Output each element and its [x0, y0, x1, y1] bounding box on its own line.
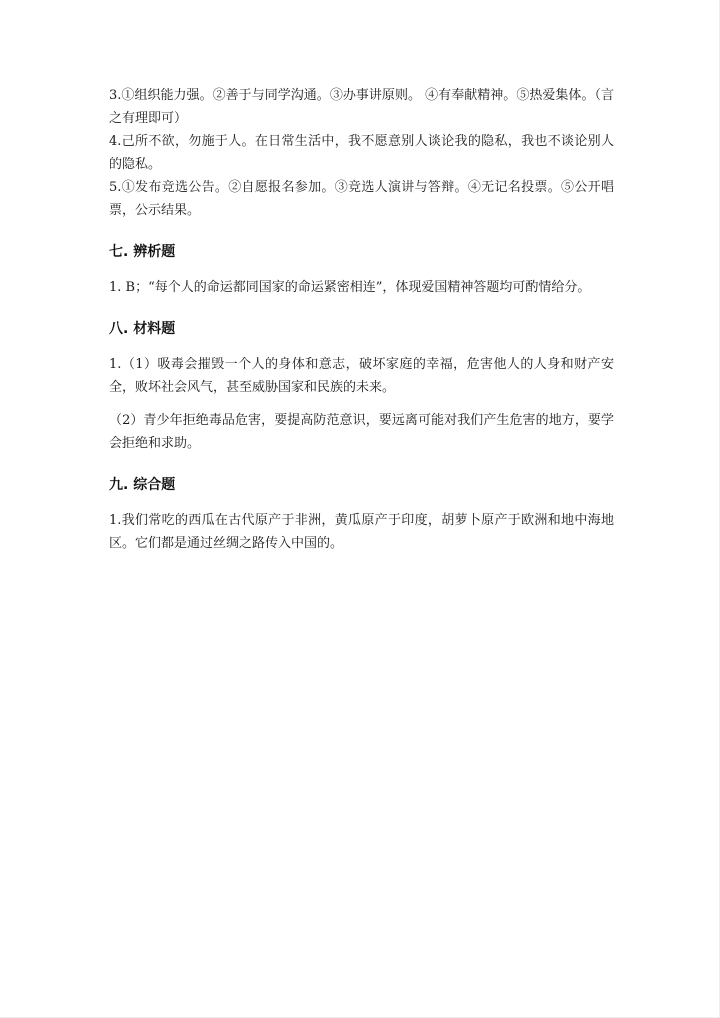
section-8-heading: 八. 材料题	[109, 321, 176, 337]
answer-content	[109, 84, 614, 555]
section-7-answer-1: 1. B；“每个人的命运都同国家的命运紧密相连”，体现爱国精神答题均可酌情给分。	[109, 280, 591, 295]
section-9-answer-1: 1.我们常吃的西瓜在古代原产于非洲，黄瓜原产于印度，胡萝卜原产于欧洲和地中海地区。它们都是通过丝绸之路传入中国的。	[109, 513, 614, 551]
section-8-answer-2: （2）青少年拒绝毒品危害，要提高防范意识，要远离可能对我们产生危害的地方，要学会拒绝和求助。	[109, 413, 614, 451]
section-9-heading: 九. 综合题	[109, 477, 176, 493]
answer-5: 5.①发布竞选公告。②自愿报名参加。③竞选人演讲与答辩。④无记名投票。⑤公开唱票，公示结果。	[109, 180, 614, 218]
section-7-heading: 七. 辨析题	[109, 244, 176, 260]
answer-3: 3.①组织能力强。②善于与同学沟通。③办事讲原则。 ④有奉献精神。⑤热爱集体。（言之有理即可）	[109, 88, 614, 126]
section-8-answer-1: 1.（1）吸毒会摧毁一个人的身体和意志，破坏家庭的幸福，危害他人的人身和财产安全，败坏社会风气，甚至威胁国家和民族的未来。	[109, 357, 614, 395]
answer-4: 4.己所不欲，勿施于人。在日常生活中，我不愿意别人谈论我的隐私，我也不谈论别人的隐私。	[109, 134, 614, 172]
